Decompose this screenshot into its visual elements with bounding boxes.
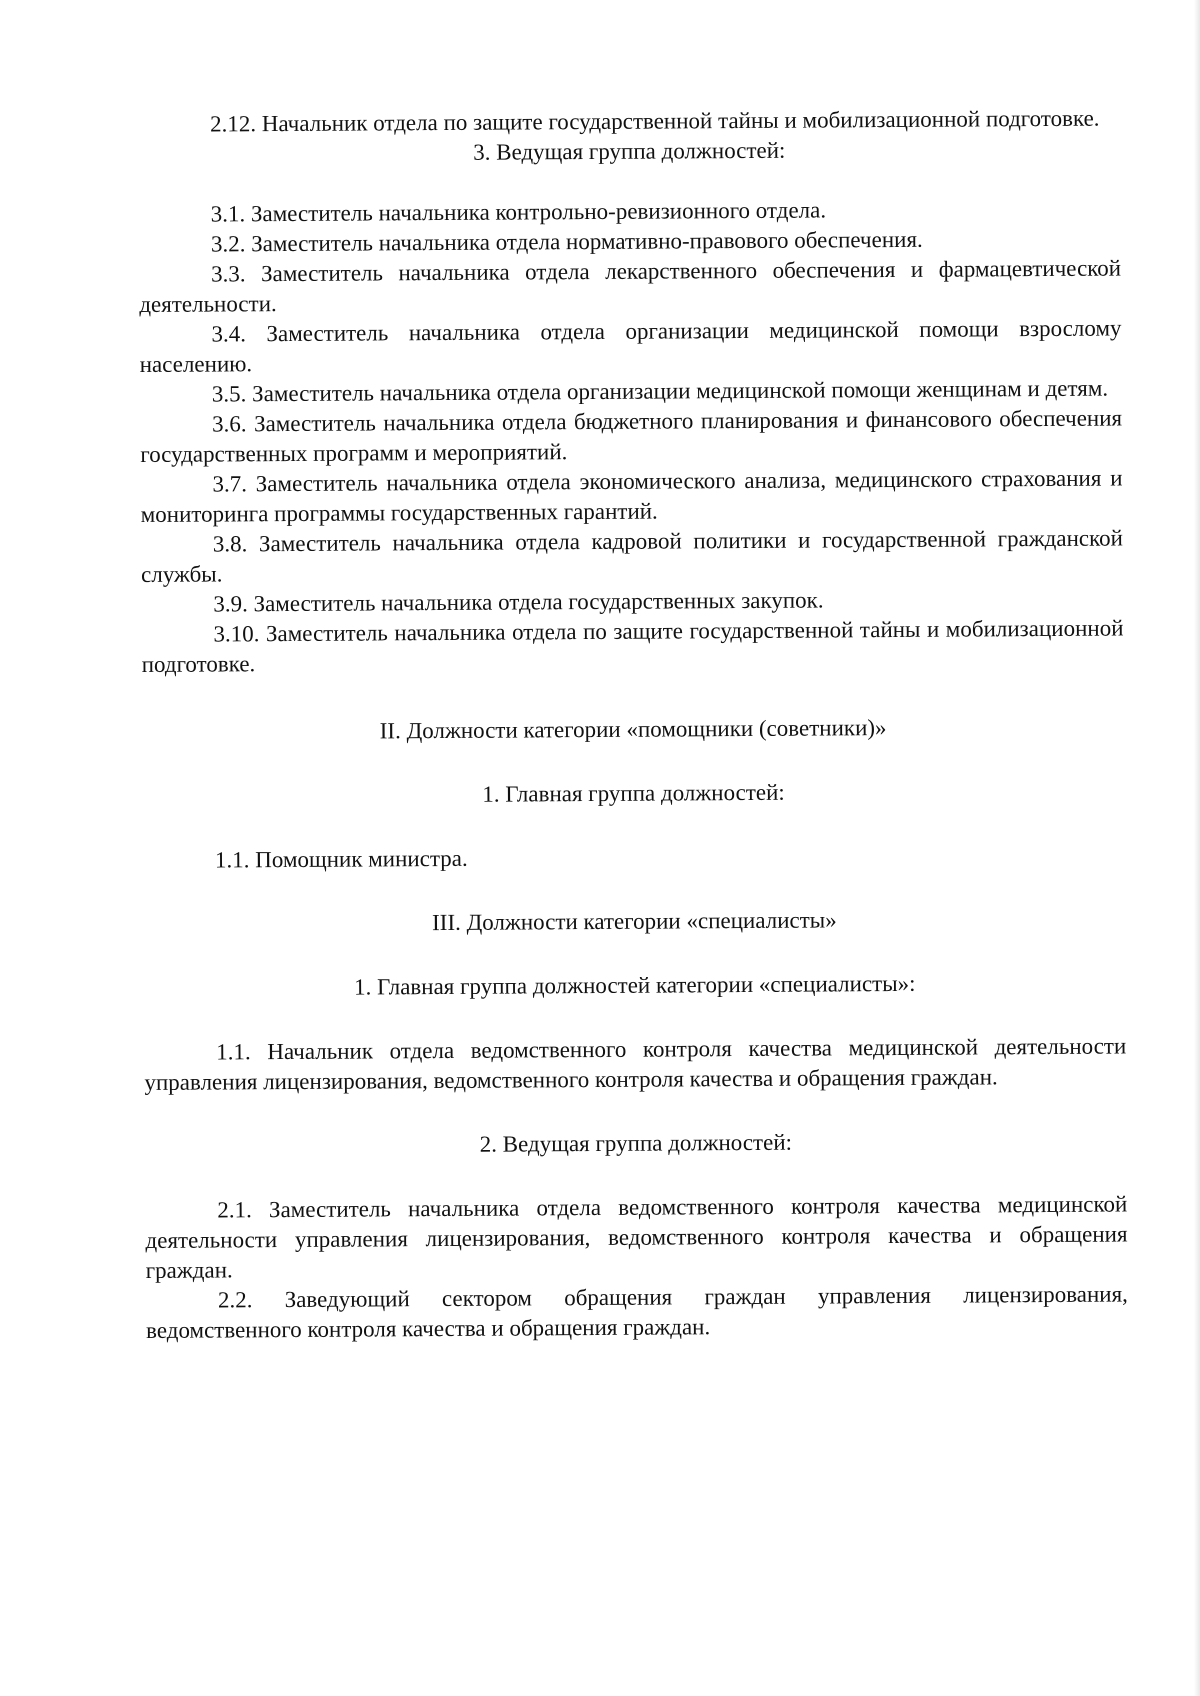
item-3-7: 3.7. Заместитель начальника отдела экономического анализа, медицинского страхования и мониторинга программы государственных гарантий. xyxy=(140,465,1123,527)
item-3-4: 3.4. Заместитель начальника отдела организации медицинской помощи взрослому населению. xyxy=(139,315,1122,377)
heading-main-group: 1. Главная группа должностей: xyxy=(482,779,785,807)
heading-leading-group: 3. Ведущая группа должностей: xyxy=(473,137,786,165)
section-heading-advisors: II. Должности категории «помощники (советники)» xyxy=(379,715,887,744)
document-body xyxy=(138,103,1128,1345)
item-specialists-2-2: 2.2. Заведующий сектором обращения граждан управления лицензирования, ведомственного контроля качества и обращения граждан. xyxy=(146,1281,1128,1343)
item-2-12: 2.12. Начальник отдела по защите государственной тайны и мобилизационной подготовке. xyxy=(210,105,1100,137)
spacer xyxy=(142,673,1124,718)
item-3-2: 3.2. Заместитель начальника отдела нормативно-правового обеспечения. xyxy=(210,226,923,257)
item-3-6: 3.6. Заместитель начальника отдела бюджетного планирования и финансового обеспечения государственных программ и мероприятий. xyxy=(140,405,1123,467)
item-3-1: 3.1. Заместитель начальника контрольно-ревизионного отдела. xyxy=(210,197,827,227)
item-3-10: 3.10. Заместитель начальника отдела по защите государственной тайны и мобилизационной подготовке. xyxy=(141,615,1124,677)
item-specialists-2-1: 2.1. Заместитель начальника отдела ведомственного контроля качества медицинской деятельности управления лицензирования, ведомственного контроля качества и обращения граждан. xyxy=(145,1191,1128,1283)
item-3-5: 3.5. Заместитель начальника отдела организации медицинской помощи женщинам и детям. xyxy=(211,375,1109,407)
section-heading-specialists: III. Должности категории «специалисты» xyxy=(432,907,837,936)
heading-main-group-specialists: 1. Главная группа должностей категории «специалисты»: xyxy=(354,970,916,1000)
item-3-8: 3.8. Заместитель начальника отдела кадровой политики и государственной гражданской службы. xyxy=(140,525,1123,587)
item-3-9: 3.9. Заместитель начальника отдела государственных закупок. xyxy=(213,587,824,617)
item-assistant-minister: 1.1. Помощник министра. xyxy=(214,845,468,873)
item-3-3: 3.3. Заместитель начальника отдела лекарственного обеспечения и фармацевтической деятельности. xyxy=(139,255,1122,317)
heading-leading-group-specialists: 2. Ведущая группа должностей: xyxy=(479,1129,793,1157)
item-specialists-1-1: 1.1. Начальник отдела ведомственного контроля качества медицинской деятельности управления лицензирования, ведомственного контроля качества и обращения граждан. xyxy=(144,1033,1127,1095)
